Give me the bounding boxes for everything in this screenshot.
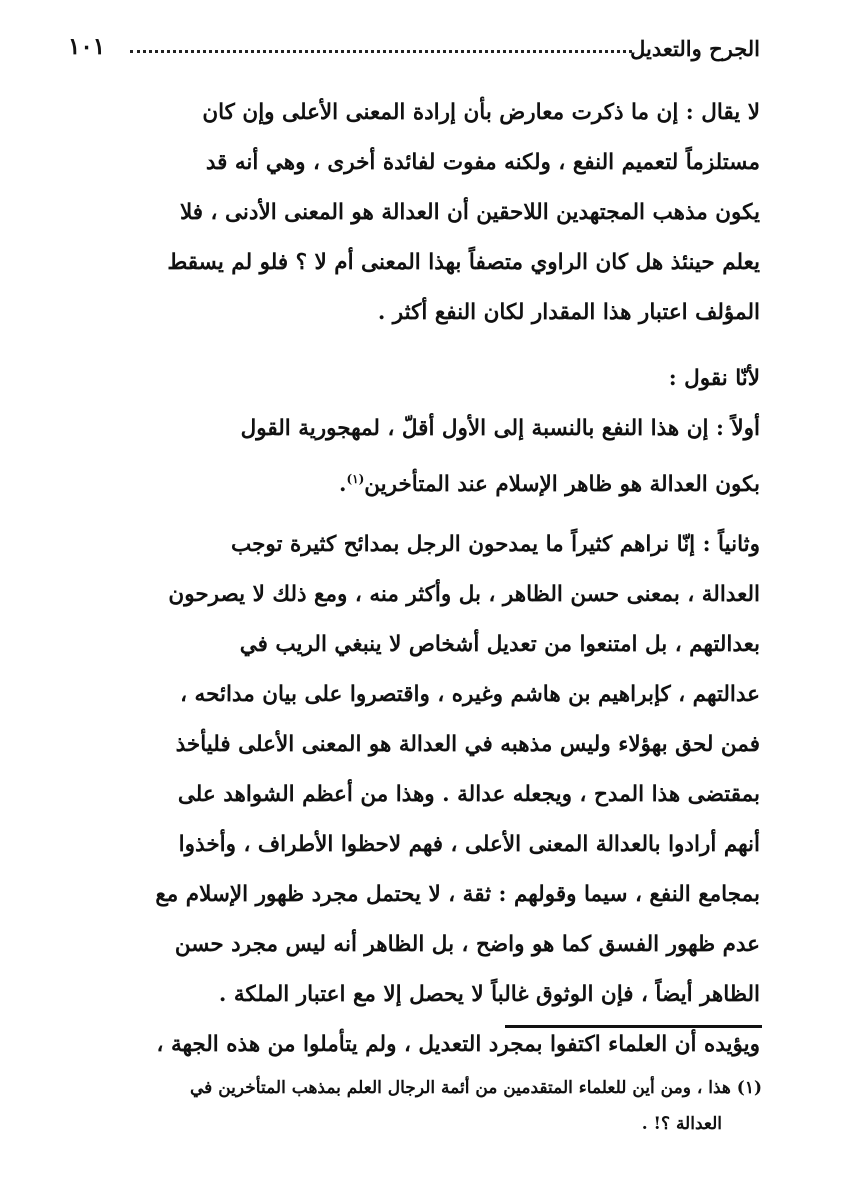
text-line: مستلزماً لتعميم النفع ، ولكنه مفوت لفائدة أخرى ، وهي أنه قد xyxy=(205,150,760,175)
text-line: عدالتهم ، كإبراهيم بن هاشم وغيره ، واقتصروا على بيان مدائحه ، xyxy=(180,682,760,707)
text-line: يعلم حينئذ هل كان الراوي متصفاً بهذا المعنى أم لا ؟ فلو لم يسقط xyxy=(167,250,760,275)
footnote-line: (١) هذا ، ومن أين للعلماء المتقدمين من أئمة الرجال العلم بمذهب المتأخرين في xyxy=(190,1078,762,1098)
text-line: لأنّا نقول : xyxy=(668,366,760,391)
page-header xyxy=(68,30,760,70)
text-line: المؤلف اعتبار هذا المقدار لكان النفع أكثر . xyxy=(377,300,760,325)
text-line: لا يقال : إن ما ذكرت معارض بأن إرادة المعنى الأعلى وإن كان xyxy=(202,100,760,125)
text-line: أولاً : إن هذا النفع بالنسبة إلى الأول أقلّ ، لمهجورية القول xyxy=(240,416,760,441)
text-line: بعدالتهم ، بل امتنعوا من تعديل أشخاص لا ينبغي الريب في xyxy=(239,632,760,657)
text-line: ويؤيده أن العلماء اكتفوا بمجرد التعديل ، ولم يتأملوا من هذه الجهة ، xyxy=(156,1032,760,1057)
main-text xyxy=(68,88,760,1070)
running-title: الجرح والتعديل xyxy=(630,36,760,61)
text-line: فمن لحق بهؤلاء وليس مذهبه في العدالة هو المعنى الأعلى فليأخذ xyxy=(175,732,760,757)
text-line: يكون مذهب المجتهدين اللاحقين أن العدالة هو المعنى الأدنى ، فلا xyxy=(179,200,760,225)
paragraph-gap xyxy=(68,338,760,354)
footnotes xyxy=(68,1070,762,1142)
text-line: أنهم أرادوا بالعدالة المعنى الأعلى ، فهم لاحظوا الأطراف ، وأخذوا xyxy=(178,832,760,857)
sentence-end: . xyxy=(338,472,347,498)
text-line: بمقتضى هذا المدح ، ويجعله عدالة . وهذا من أعظم الشواهد على xyxy=(177,782,760,807)
text-line: الظاهر أيضاً ، فإن الوثوق غالباً لا يحصل إلا مع اعتبار الملكة . xyxy=(218,982,760,1007)
text-line: بمجامع النفع ، سيما وقولهم : ثقة ، لا يحتمل مجرد ظهور الإسلام مع xyxy=(155,882,760,907)
text-fragment: بكون العدالة هو ظاهر الإسلام عند المتأخرين xyxy=(364,472,760,498)
page-number: ١٠١ xyxy=(68,33,106,60)
footnote-separator xyxy=(505,1025,762,1028)
footnote-reference[interactable]: (١) xyxy=(346,472,365,486)
text-line-with-footnote xyxy=(68,454,760,504)
text-line: عدم ظهور الفسق كما هو واضح ، بل الظاهر أنه ليس مجرد حسن xyxy=(174,932,760,957)
footnote-line: العدالة ؟! . xyxy=(641,1114,722,1134)
paragraph-gap xyxy=(68,504,760,520)
text-line: العدالة ، بمعنى حسن الظاهر ، بل وأكثر منه ، ومع ذلك لا يصرحون xyxy=(168,582,760,607)
leader-dots xyxy=(130,50,632,53)
text-line: وثانياً : إنّا نراهم كثيراً ما يمدحون الرجل بمدائح كثيرة توجب xyxy=(230,532,760,557)
